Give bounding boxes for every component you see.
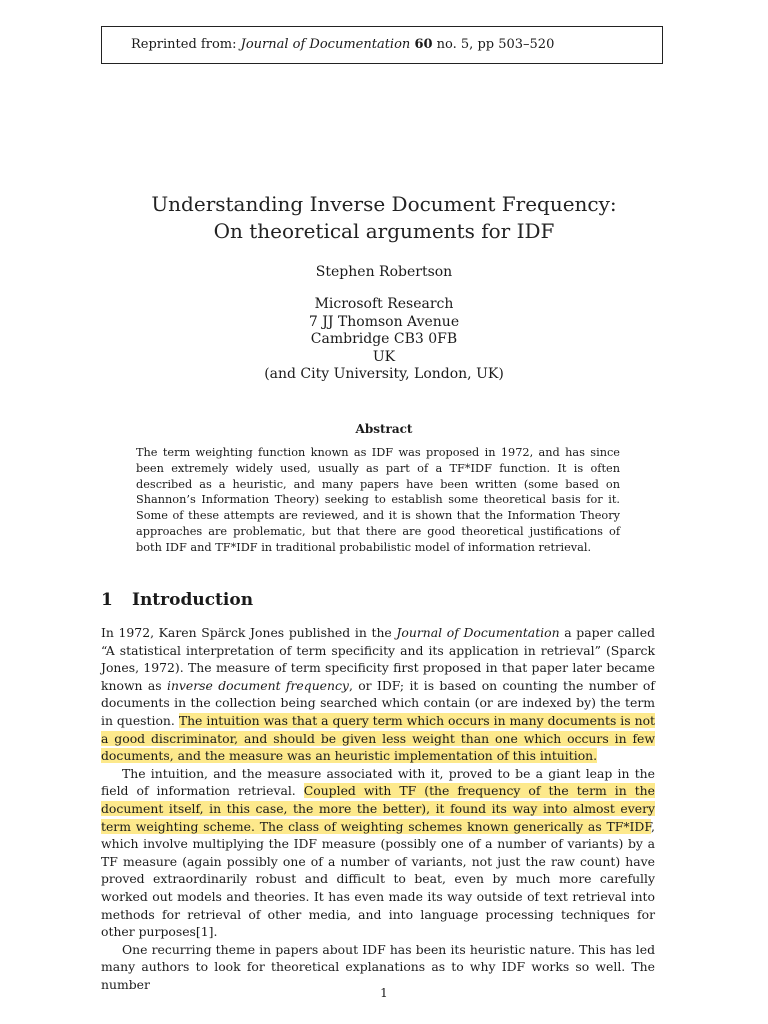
journal-name: Journal of Documentation (240, 37, 411, 52)
abstract-heading: Abstract (355, 422, 413, 436)
paragraph-2 (101, 765, 655, 941)
paper-title (0, 191, 768, 245)
author-name: Stephen Robertson (315, 264, 453, 280)
highlighted-text: The intuition was that a query term which occurs in many documents is not a good discriminator, and should be given less weight than one which occurs in few documents, and the measure was an heuristic implementation of this intuition. (101, 712, 656, 764)
section-heading (101, 590, 253, 610)
affiliation-line: 7 JJ Thomson Avenue (308, 313, 460, 330)
affiliation-line: Microsoft Research (314, 296, 454, 312)
text-run: In 1972, Karen Spärck Jones published in the (101, 625, 397, 640)
journal-issue-pages: no. 5, pp 503–520 (436, 37, 555, 52)
text-run: One recurring theme in papers about IDF has been its heuristic nature. This has led many authors to look for theoretical explanations as to why IDF works so well. The number (101, 941, 655, 992)
abstract-text: The term weighting function known as IDF was proposed in 1972, and has since been extremely widely used, usually as part of a TF*IDF function. It is often described as a heuristic, and many papers have been written (some based on Shannon’s Information Theory) seeking to establish some theoretical basis for it. Some of these attempts are reviewed, and it is shown that the Information Theory approaches are problematic, but that there are good theoretical justifications of both IDF and TF*IDF in traditional probabilistic model of information retrieval. (136, 446, 620, 554)
section-number: 1 (101, 590, 113, 610)
title-line-1: Understanding Inverse Document Frequency: (151, 192, 617, 216)
paragraph-1 (101, 624, 655, 765)
affiliation-line: Cambridge CB3 0FB (310, 331, 458, 348)
affiliation-block (0, 296, 768, 384)
highlighted-text: Coupled with TF (the frequency of the term in the document itself, in this case, the more the better), it found its way into almost every term weighting scheme. The class of weighting schemes known generically as TF*IDF (101, 783, 655, 834)
page-number: 1 (380, 986, 388, 1000)
reprint-notice (101, 26, 663, 64)
body-text (101, 624, 655, 993)
text-run: a paper called “A statistical interpretation of term specificity and its application in retrieval” (Sparck Jones, 1972). The measure of term specificity first proposed in that paper later became known as (101, 625, 655, 693)
title-line-2: On theoretical arguments for IDF (213, 219, 555, 243)
reprint-prefix: Reprinted from: (131, 37, 237, 52)
affiliation-line: (and City University, London, UK) (264, 366, 504, 383)
affiliation-line: UK (372, 348, 396, 365)
journal-name-inline: Journal of Documentation (396, 625, 560, 640)
text-run: , which involve multiplying the IDF measure (possibly one of a number of variants) by a TF measure (again possibly one of a number of variants, not just the raw count) have proved extraordinarily robust and difficult to beat, even by much more carefully worked out models and theories. It has even made its way outside of text retrieval into methods for retrieval of other media, and into language processing techniques for other purposes[1]. (101, 818, 655, 940)
term-emphasis: inverse document frequency (166, 677, 349, 693)
text-run: The intuition, and the measure associated with it, proved to be a giant leap in the field of information retrieval. (101, 765, 655, 799)
section-title: Introduction (132, 590, 254, 610)
text-run: , or IDF; it is based on counting the number of documents in the collection being searched which contain (or are indexed by) the term in question. (101, 677, 655, 728)
journal-volume: 60 (414, 37, 433, 52)
